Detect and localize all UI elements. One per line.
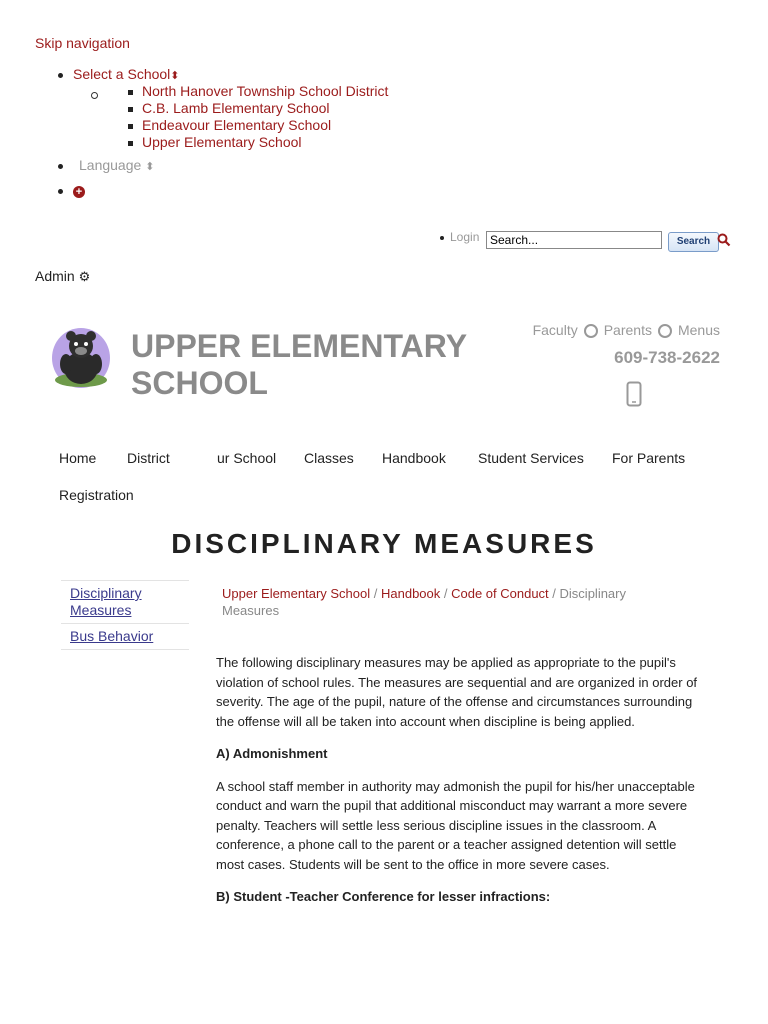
login-link[interactable]: Login (450, 230, 480, 244)
nav-classes[interactable]: Classes (304, 450, 354, 466)
breadcrumb-link[interactable]: Upper Elementary School (222, 586, 371, 601)
search-icon[interactable] (717, 233, 731, 247)
school-link[interactable]: C.B. Lamb Elementary School (142, 100, 330, 116)
intro-paragraph: The following disciplinary measures may be applied as appropriate to the pupil's violation of school rules. The measures are sequential and are organized in order of severity. The age of the pupil, nature of the offense and circumstances surrounding the offense will all be taken into account when discipline is being applied. (216, 655, 698, 729)
phone-number: 609-738-2622 (614, 348, 720, 367)
school-link[interactable]: Upper Elementary School (142, 134, 302, 150)
section-paragraph: A school staff member in authority may admonish the pupil for his/her unacceptable conduct and warn the pupil that additional misconduct may warrant a more severe penalty. Teachers will settle less serious discipline issues in the classroom. A conference, a phone call to the parent or a teacher assigned detention will settle most cases. Students will be sent to the office in more severe cases. (216, 778, 695, 872)
search-button[interactable]: Search (668, 232, 719, 252)
school-link[interactable]: North Hanover Township School District (142, 83, 389, 99)
skip-navigation-link[interactable]: Skip navigation (35, 35, 130, 51)
search-input[interactable] (486, 231, 662, 249)
sort-icon: ⬍ (145, 161, 155, 173)
plus-circle-icon[interactable]: + (73, 186, 85, 198)
parents-link[interactable]: Parents (603, 322, 652, 338)
admin-label[interactable]: Admin (35, 268, 75, 284)
breadcrumb-separator: / (548, 586, 560, 601)
quick-links (533, 322, 720, 338)
nav-our-school[interactable]: ur School (217, 450, 277, 466)
section-heading: A) Admonishment (216, 746, 328, 761)
admin-menu[interactable] (35, 268, 90, 285)
circle-icon (584, 324, 598, 338)
sidebar-item-bus-behavior[interactable]: Bus Behavior (61, 623, 189, 650)
nav-registration[interactable]: Registration (59, 487, 134, 503)
list-bullet (58, 73, 63, 78)
school-link[interactable]: Endeavour Elementary School (142, 117, 332, 133)
breadcrumb-current: Disciplinary Measures (222, 586, 626, 618)
nav-district[interactable]: District (127, 450, 170, 466)
select-school-item[interactable] (58, 66, 180, 82)
mobile-phone-icon[interactable] (626, 381, 642, 407)
language-label: Language (79, 157, 142, 173)
school-title-line: UPPER ELEMENTARY (131, 328, 468, 364)
gear-icon[interactable]: ⚙ (78, 269, 91, 284)
sub-circle-bullet (91, 86, 98, 102)
faculty-link[interactable]: Faculty (532, 322, 578, 338)
circle-icon (658, 324, 672, 338)
section-heading: B) Student -Teacher Conference for lesser infractions: (216, 889, 551, 904)
breadcrumb-separator: / (440, 586, 452, 601)
add-item[interactable] (58, 182, 85, 198)
login-item[interactable] (440, 230, 479, 244)
school-title (131, 328, 467, 402)
select-school-label[interactable]: Select a School (73, 66, 171, 82)
school-mascot-logo (50, 324, 112, 388)
nav-student-services[interactable]: Student Services (478, 450, 584, 466)
breadcrumb (222, 585, 672, 619)
nav-for-parents[interactable]: For Parents (612, 450, 686, 466)
breadcrumb-separator: / (370, 586, 381, 601)
nav-home[interactable]: Home (59, 450, 97, 466)
list-bullet (440, 236, 444, 240)
language-selector[interactable] (58, 157, 154, 173)
school-title-line: SCHOOL (131, 365, 268, 401)
breadcrumb-link[interactable]: Handbook (380, 586, 441, 601)
sidebar (61, 580, 189, 650)
main-content (216, 653, 706, 920)
school-list (128, 83, 388, 151)
list-bullet (58, 164, 63, 169)
menus-link[interactable]: Menus (677, 322, 720, 338)
list-bullet (58, 189, 63, 194)
nav-handbook[interactable]: Handbook (382, 450, 446, 466)
sort-icon: ⬍ (170, 70, 180, 82)
sidebar-item-disciplinary-measures[interactable]: Disciplinary Measures (61, 580, 189, 623)
page-title: DISCIPLINARY MEASURES (171, 528, 597, 559)
breadcrumb-link[interactable]: Code of Conduct (451, 586, 549, 601)
